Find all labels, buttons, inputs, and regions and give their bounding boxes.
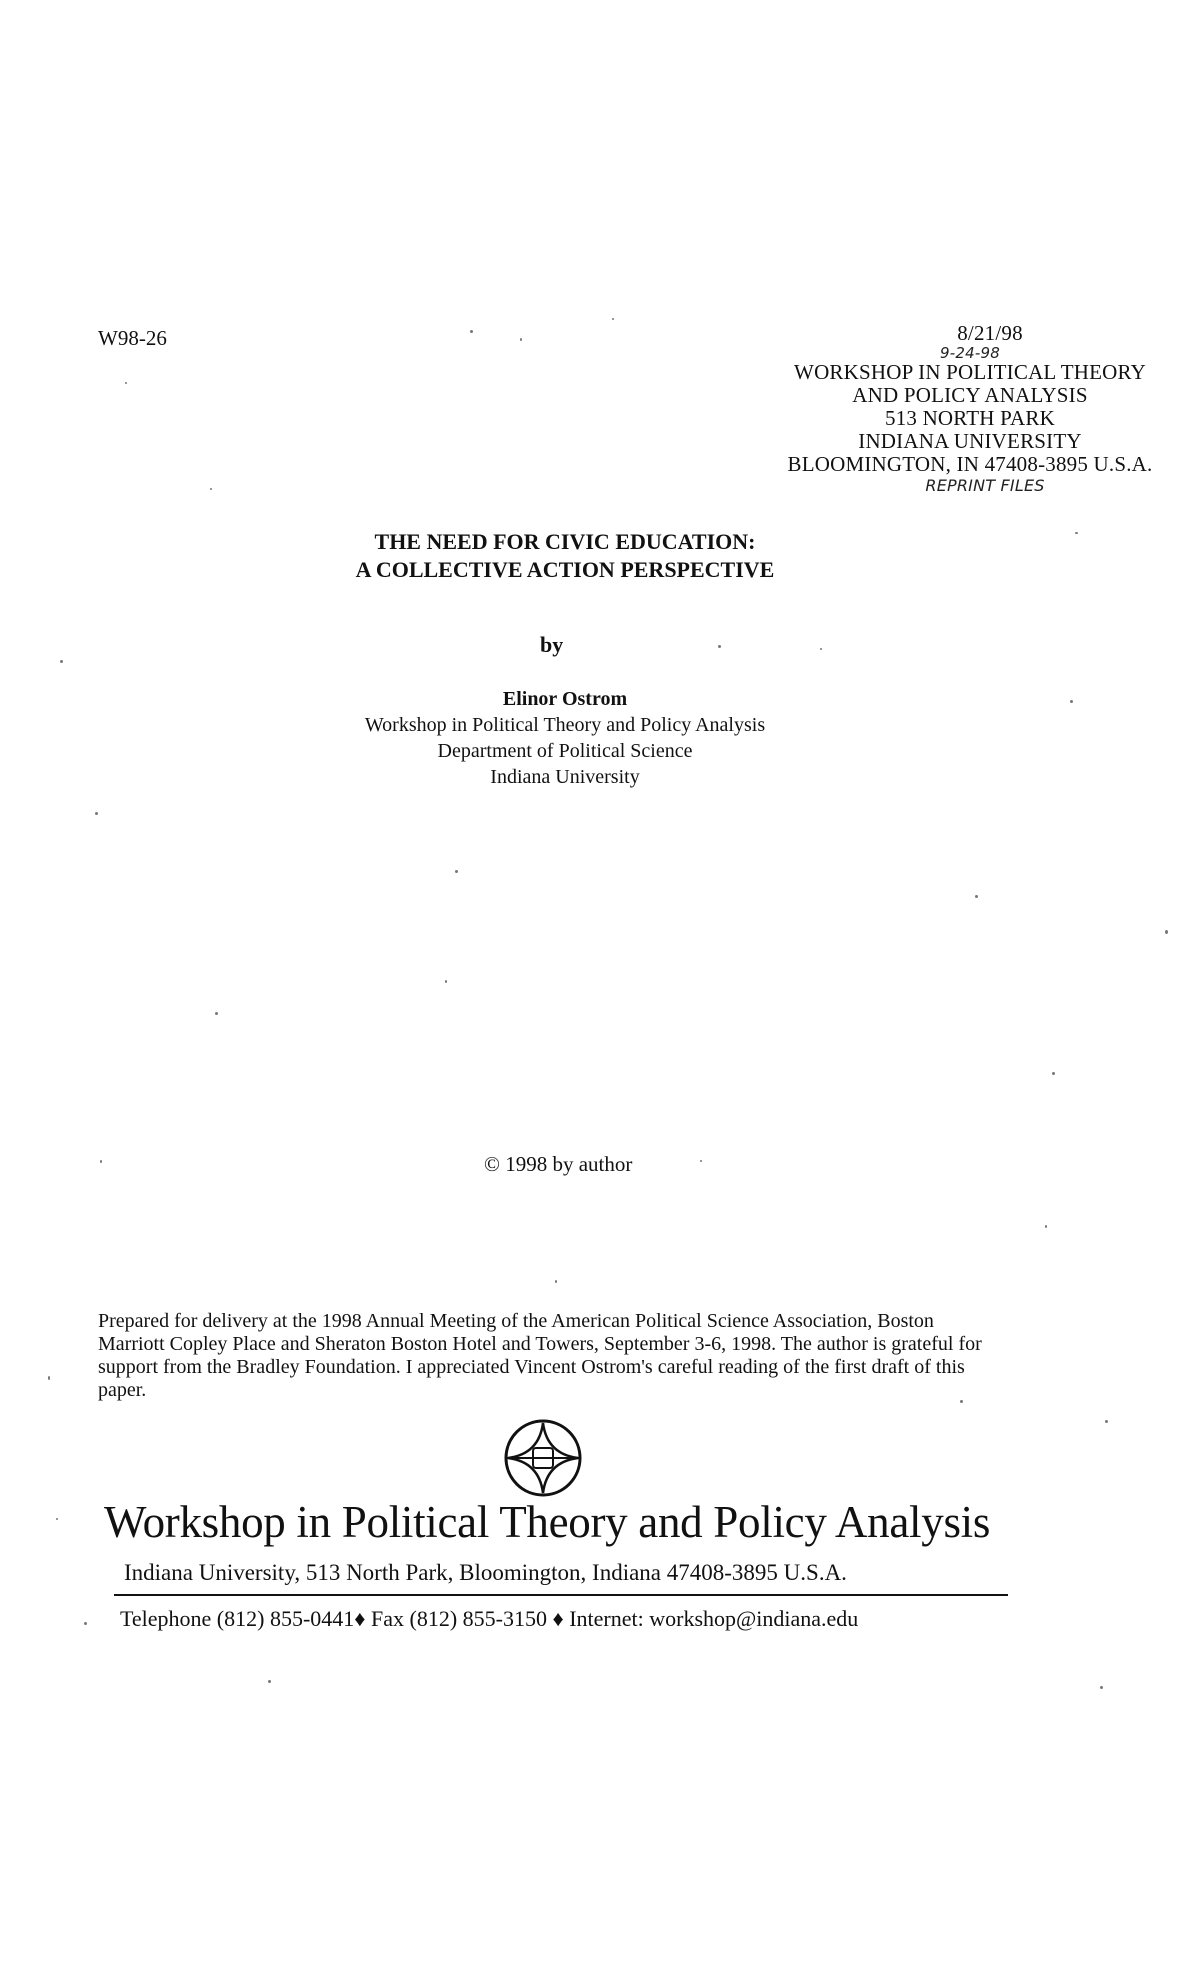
scan-speck (100, 1160, 102, 1163)
by-label: by (540, 632, 564, 657)
scan-speck (60, 660, 63, 663)
footer-divider (114, 1594, 1008, 1596)
scan-speck (210, 488, 212, 490)
workshop-logo-icon (503, 1418, 583, 1498)
presentation-note: Prepared for delivery at the 1998 Annual Meeting of the American Political Science Association, Boston Marriott Copley Place and Sheraton Boston Hotel and Towers, September 3-6, 1998. The author is grateful for support from the Bradley Foundation. I appreciated Vincent Ostrom's careful reading of the first draft of this paper. (98, 1310, 982, 1401)
workshop-stamp (740, 322, 1200, 496)
author-block (300, 686, 830, 790)
scan-speck (48, 1376, 50, 1380)
scan-speck (125, 382, 127, 384)
author-department: Department of Political Science (437, 740, 693, 762)
stamp-line: AND POLICY ANALYSIS (852, 383, 1088, 407)
scan-speck (820, 648, 822, 650)
author-university: Indiana University (490, 766, 640, 788)
workshop-address: Indiana University, 513 North Park, Bloomington, Indiana 47408-3895 U.S.A. (124, 1560, 847, 1585)
scan-speck (268, 1680, 271, 1683)
scan-speck (470, 330, 473, 333)
handwritten-note: REPRINT FILES (925, 476, 1045, 495)
scan-speck (1070, 700, 1073, 703)
stamp-date: 8/21/98 (957, 321, 1023, 345)
scan-speck (960, 1400, 963, 1403)
workshop-contact: Telephone (812) 855-0441♦ Fax (812) 855-3150 ♦ Internet: workshop@indiana.edu (120, 1606, 859, 1631)
scan-speck (555, 1280, 557, 1283)
scan-speck (1105, 1420, 1108, 1423)
scan-speck (1045, 1225, 1047, 1228)
paper-title (300, 528, 830, 584)
scan-speck (1165, 930, 1168, 934)
scan-speck (455, 870, 458, 873)
scan-speck (700, 1160, 702, 1162)
stamp-line: WORKSHOP IN POLITICAL THEORY (794, 360, 1146, 384)
scan-speck (95, 812, 98, 815)
scan-speck (612, 318, 614, 320)
scan-speck (84, 1622, 87, 1625)
stamp-line: 513 NORTH PARK (885, 406, 1055, 430)
copyright-notice: © 1998 by author (484, 1152, 633, 1176)
author-affiliation: Workshop in Political Theory and Policy Analysis (364, 714, 766, 736)
scan-speck (1052, 1072, 1055, 1075)
title-line-2: A COLLECTIVE ACTION PERSPECTIVE (355, 557, 775, 582)
scan-speck (215, 1012, 218, 1015)
workshop-name: Workshop in Political Theory and Policy Analysis (104, 1497, 991, 1547)
scan-speck (445, 980, 447, 983)
stamp-line: INDIANA UNIVERSITY (858, 429, 1082, 453)
scan-speck (975, 895, 978, 898)
scan-speck (520, 338, 522, 341)
author-name: Elinor Ostrom (502, 688, 628, 710)
scan-speck (718, 645, 721, 648)
scan-speck (1100, 1686, 1103, 1689)
handwritten-date: 9-24-98 (940, 344, 1000, 362)
title-line-1: THE NEED FOR CIVIC EDUCATION: (374, 529, 756, 554)
stamp-line: BLOOMINGTON, IN 47408-3895 U.S.A. (787, 452, 1153, 476)
document-id: W98-26 (98, 326, 167, 350)
scan-speck (56, 1518, 58, 1520)
scan-speck (1075, 532, 1078, 534)
